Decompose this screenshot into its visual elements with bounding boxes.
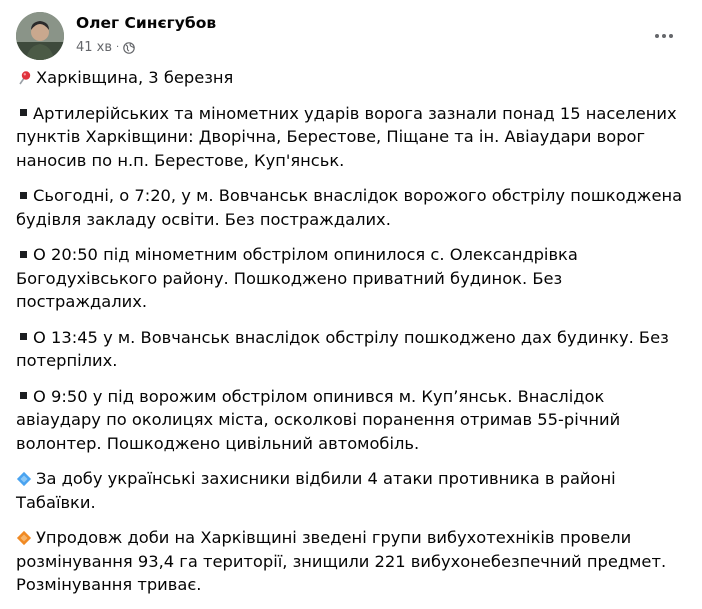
meta-separator: · (116, 42, 120, 53)
square-bullet-icon (20, 333, 27, 340)
blue-diamond-icon (16, 471, 32, 487)
post-time[interactable]: 41 хв (76, 40, 113, 55)
post-text (16, 66, 684, 609)
post-meta (76, 40, 135, 55)
globe-icon[interactable] (123, 42, 135, 54)
paragraph-text: Сьогодні, о 7:20, у м. Вовчанськ внаслідок ворожого обстрілу пошкоджена будівля закладу освіти. Без постраждалих. (16, 186, 683, 229)
square-bullet-icon (20, 392, 27, 399)
square-bullet-icon (20, 109, 27, 116)
paragraph-bullet (16, 184, 684, 231)
paragraph-text: Упродовж доби на Харківщині зведені групи вибухотехніків провели розмінування 93,4 га території, знищили 221 вибухонебезпечний предмет. Розмінування триває. (16, 528, 667, 594)
orange-diamond-icon (16, 530, 32, 546)
post-header (16, 12, 686, 60)
paragraph-text: О 9:50 у під ворожим обстрілом опинився м. Куп’янськ. Внаслідок авіаудару по околицях міста, осколкові поранення отримав 55-річний волонтер. Пошкоджено цивільний автомобіль. (16, 386, 621, 453)
author-name[interactable]: Олег Синєгубов (76, 14, 217, 32)
pin-icon (16, 70, 32, 86)
square-bullet-icon (20, 192, 27, 199)
paragraph-text: Артилерійських та мінометних ударів ворога зазнали понад 15 населених пунктів Харківщини: Дворічна, Берестове, Піщане та ін. Авіаудари ворог наносив по н.п. Берестове, Куп'янськ. (16, 103, 677, 170)
paragraph-defense (16, 467, 684, 514)
paragraph-text: О 20:50 під мінометним обстрілом опинилося с. Олександрівка Богодухівського району. Пошкоджено приватний будинок. Без постраждалих. (16, 245, 578, 311)
paragraph-text: О 13:45 у м. Вовчанськ внаслідок обстрілу пошкоджено дах будинку. Без потерпілих. (16, 327, 669, 370)
more-options-icon[interactable] (648, 20, 680, 52)
paragraph-bullet (16, 385, 684, 456)
paragraph-bullet (16, 326, 684, 373)
avatar[interactable] (16, 12, 64, 60)
square-bullet-icon (20, 251, 27, 258)
paragraph-location (16, 66, 684, 90)
paragraph-bullet (16, 243, 684, 314)
paragraph-text: За добу українські захисники відбили 4 атаки противника в районі Табаївки. (16, 469, 616, 512)
paragraph-demining (16, 526, 684, 597)
paragraph-text: Харківщина, 3 березня (36, 68, 234, 87)
paragraph-bullet (16, 102, 684, 173)
